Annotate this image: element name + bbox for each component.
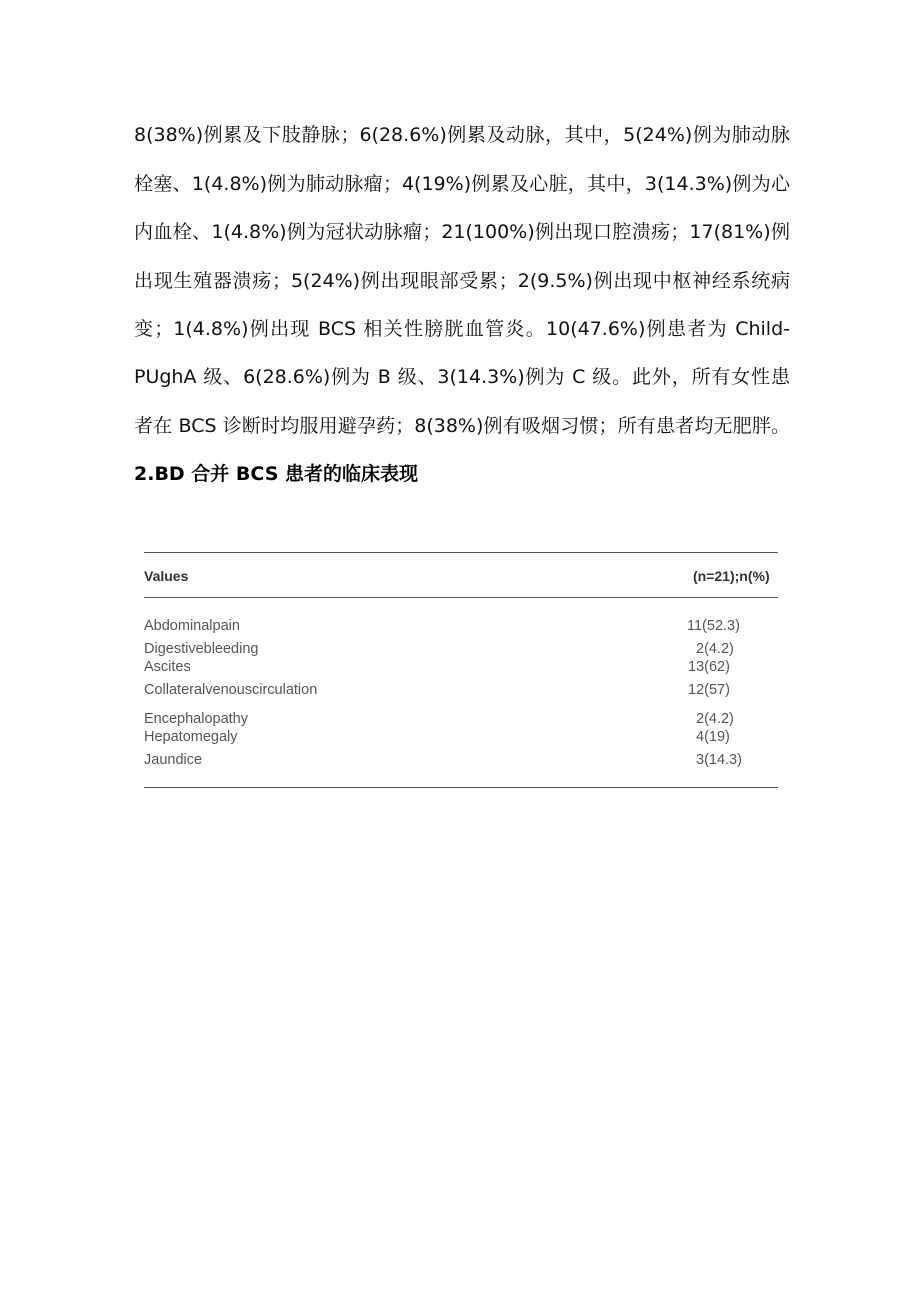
table-header-rule [144,597,778,598]
paragraph-line-5: 变；1(4.8%)例出现 BCS 相关性膀胱血管炎。10(47.6%)例患者为 Child- [134,318,790,340]
row-label: Digestivebleeding [144,641,259,657]
table-top-rule [144,552,778,553]
row-value: 13(62) [688,659,730,675]
row-value: 2(4.2) [696,711,734,727]
row-label: Jaundice [144,752,203,768]
paragraph-line-3: 内血栓、1(4.8%)例为冠状动脉瘤；21(100%)例出现口腔溃疡；17(81%)例 [134,221,790,243]
paragraph-line-1: 8(38%)例累及下肢静脉；6(28.6%)例累及动脉，其中，5(24%)例为肺动脉 [134,124,790,146]
paragraph-line-7: 者在 BCS 诊断时均服用避孕药；8(38%)例有吸烟习惯；所有患者均无肥胖。 [134,415,790,437]
row-label: Collateralvenouscirculation [144,682,318,698]
table-bottom-rule [144,787,778,788]
section-heading: 2.BD 合并 BCS 患者的临床表现 [134,463,418,485]
paragraph-line-6: PUghA 级、6(28.6%)例为 B 级、3(14.3%)例为 C 级。此外，所有女性患 [134,366,790,388]
paragraph-line-4: 出现生殖器溃疡；5(24%)例出现眼部受累；2(9.5%)例出现中枢神经系统病 [134,270,790,292]
row-label: Hepatomegaly [144,729,238,745]
row-label: Abdominalpain [144,618,240,634]
row-value: 2(4.2) [696,641,734,657]
row-value: 11(52.3) [687,618,740,634]
row-value: 3(14.3) [696,752,742,768]
row-label: Ascites [144,659,191,675]
row-label: Encephalopathy [144,711,248,727]
row-value: 12(57) [688,682,730,698]
table-header-values: Values [144,568,189,584]
row-value: 4(19) [696,729,730,745]
table-header-count: (n=21);n(%) [693,568,770,584]
paragraph-line-2: 栓塞、1(4.8%)例为肺动脉瘤；4(19%)例累及心脏，其中，3(14.3%)例为心 [134,173,790,195]
